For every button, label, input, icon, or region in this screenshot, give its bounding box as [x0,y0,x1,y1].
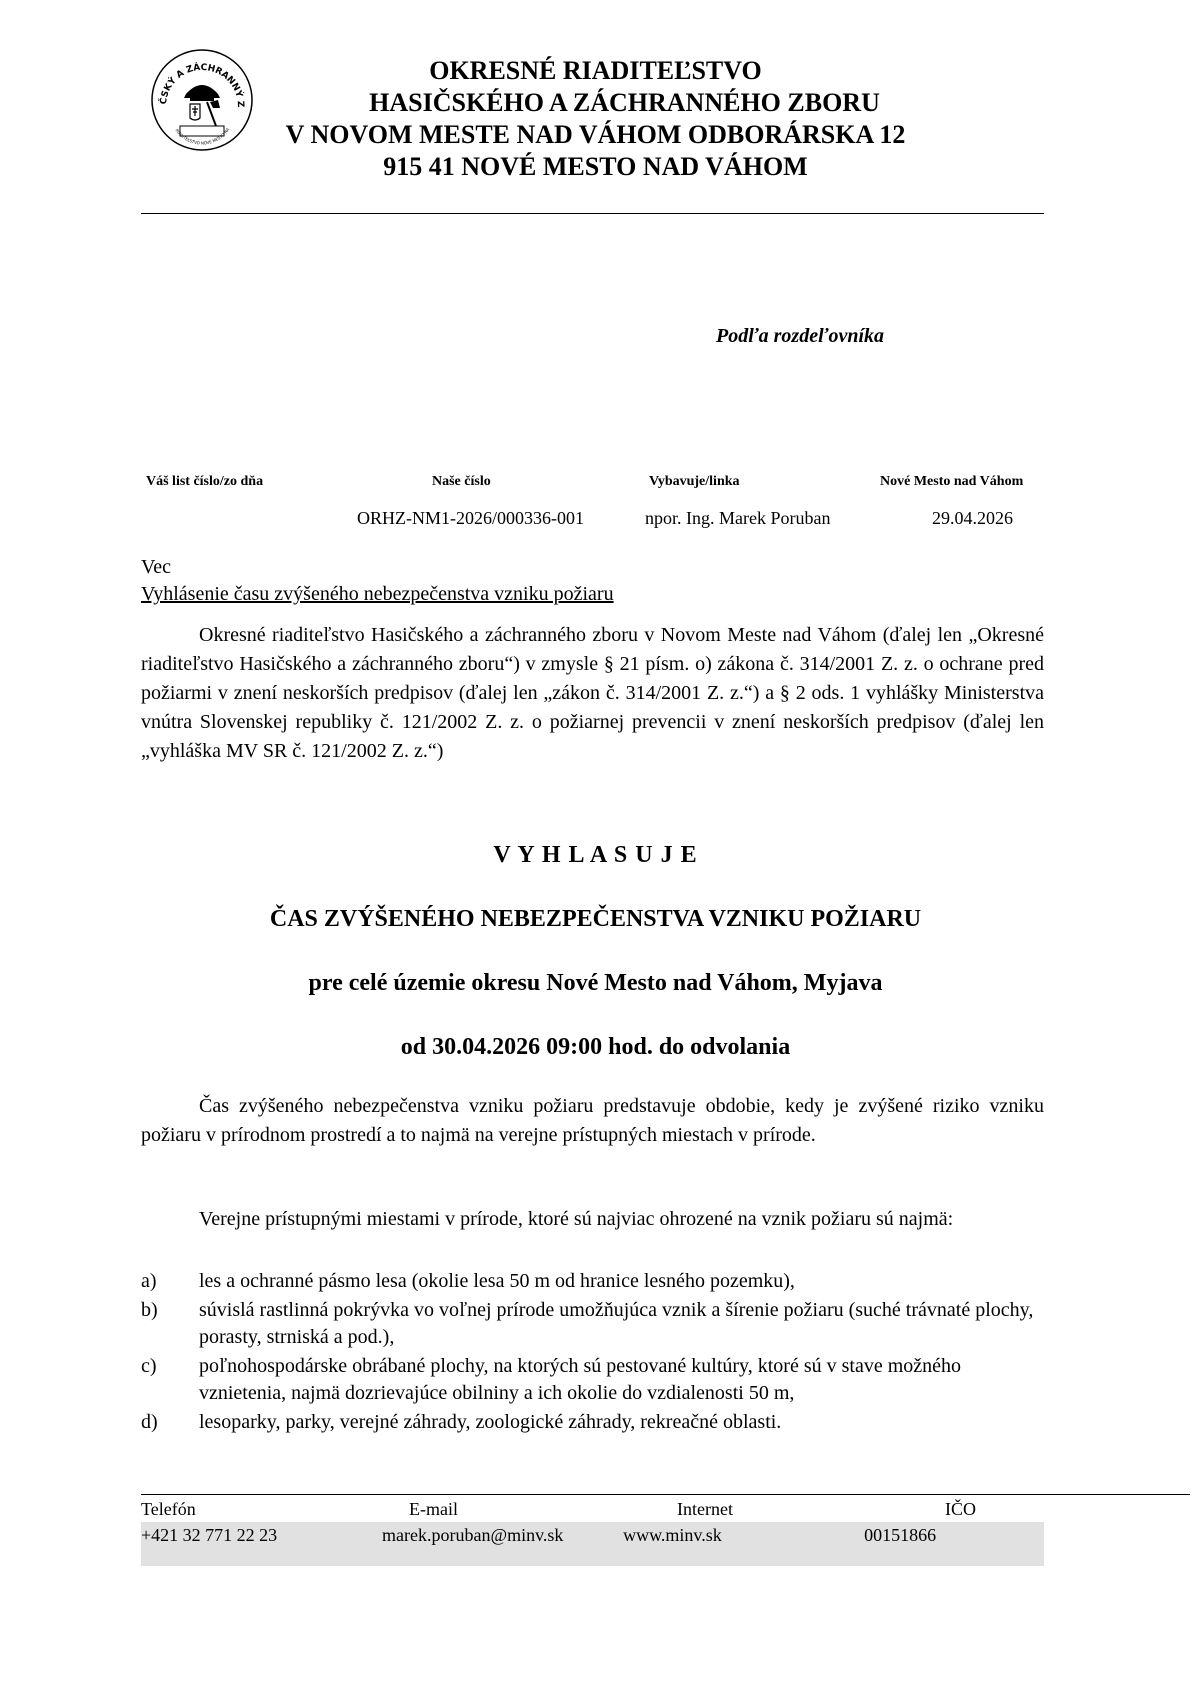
footer-contacts [141,1496,1190,1566]
header-line-2: HASIČSKÉHO A ZÁCHRANNÉHO ZBORU [369,88,880,117]
footer-email-label: E-mail [409,1499,458,1519]
list-text: les a ochranné pásmo lesa (okolie lesa 50 m od hranice lesného pozemku), [199,1270,795,1292]
footer-phone-label: Telefón [141,1499,196,1519]
meta-handled-by-label: Vybavuje/linka [649,474,740,489]
list-item [141,1268,1044,1295]
meta-our-number-label: Naše číslo [432,474,491,489]
header-divider [141,213,1044,214]
header-line-3: V NOVOM MESTE NAD VÁHOM ODBORÁRSKA 12 [285,120,906,149]
meta-our-number-value: ORHZ-NM1-2026/000336-001 [357,508,584,528]
list-item [141,1297,1044,1351]
footer-divider [141,1494,1190,1495]
list-marker: c) [141,1355,157,1377]
footer-web-value[interactable]: www.minv.sk [623,1525,722,1545]
intro-paragraph: Okresné riaditeľstvo Hasičského a záchranného zboru v Novom Meste nad Váhom (ďalej len „Okresné riaditeľstvo Hasičského a záchranného zboru“) v zmysle § 21 písm. o) zákona č. 314/2001 Z. z. o ochrane pred požiarmi v znení neskorších predpisov (ďalej len „zákon č. 314/2001 Z. z.“) a § 2 ods. 1 vyhlášky Ministerstva vnútra Slovenskej republiky č. 121/2002 Z. z. o požiarnej prevencii v znení neskorších predpisov (ďalej len „vyhláška MV SR č. 121/2002 Z. z.“) [141,624,1044,762]
main-heading: ČAS ZVÝŠENÉHO NEBEZPEČENSTVA VZNIKU POŽIARU [269,906,922,932]
paragraph-1: Čas zvýšeného nebezpečenstva vzniku požiaru predstavuje obdobie, kedy je zvýšené riziko vzniku požiaru v prírodnom prostredí a to najmä na verejne prístupných miestach v prírode. [141,1095,1044,1146]
header-line-1: OKRESNÉ RIADITEĽSTVO [429,56,762,85]
footer-values-row [141,1522,1044,1566]
footer-phone-value: +421 32 771 22 23 [141,1525,278,1545]
subject-title: Vyhlásenie času zvýšeného nebezpečenstva vzniku požiaru [141,583,614,605]
meta-handled-by-value: npor. Ing. Marek Poruban [645,508,831,528]
meta-date-value: 29.04.2026 [932,508,1013,528]
declaration-heading: V Y H L A S U J E [493,842,698,868]
places-list [141,1268,1044,1438]
footer-web-label: Internet [677,1499,733,1519]
list-text: poľnohospodárske obrábané plochy, na ktorých sú pestované kultúry, ktoré sú v stave možného vznietenia, najmä dozrievajúce obilniny a ich okolie do vzdialenosti 50 m, [199,1355,962,1404]
paragraph-2: Verejne prístupnými miestami v prírode, ktoré sú najviac ohrozené na vznik požiaru sú najmä: [199,1208,954,1230]
period-heading: od 30.04.2026 09:00 hod. do odvolania [400,1034,791,1060]
list-marker: a) [141,1270,157,1292]
svg-text:HASIČSKÝ A ZÁCHRANNÝ ZBOR: ČSKÝ A ZÁCHRANNÝ Z [158,62,246,108]
meta-place-label: Nové Mesto nad Váhom [880,474,1024,489]
header-line-4: 915 41 NOVÉ MESTO NAD VÁHOM [383,152,808,181]
meta-your-letter-label: Váš list číslo/zo dňa [146,474,264,489]
scope-heading: pre celé územie okresu Nové Mesto nad Váhom, Myjava [308,970,883,996]
svg-text:OKRESNÉ RIADITEĽSTVO NOVÉ MEST: RIADITEĽSTVO NOVÉ MESTO NA [174,126,231,146]
subject-key: Vec [141,556,171,578]
footer-email-value[interactable]: marek.poruban@minv.sk [382,1525,564,1545]
list-text: lesoparky, parky, verejné záhrady, zoologické záhrady, rekreačné oblasti. [199,1411,782,1433]
footer-ico-value: 00151866 [864,1525,937,1545]
list-marker: d) [141,1411,158,1433]
list-text: súvislá rastlinná pokrývka vo voľnej prírode umožňujúca vznik a šírenie požiaru (suché trávnaté plochy, porasty, strniská a pod.), [199,1299,1034,1348]
footer-labels-row [141,1496,1190,1522]
list-marker: b) [141,1299,158,1321]
addressee: Podľa rozdeľovníka [716,325,885,347]
footer-ico-label: IČO [945,1499,976,1519]
list-item [141,1409,1044,1436]
list-item [141,1353,1044,1407]
